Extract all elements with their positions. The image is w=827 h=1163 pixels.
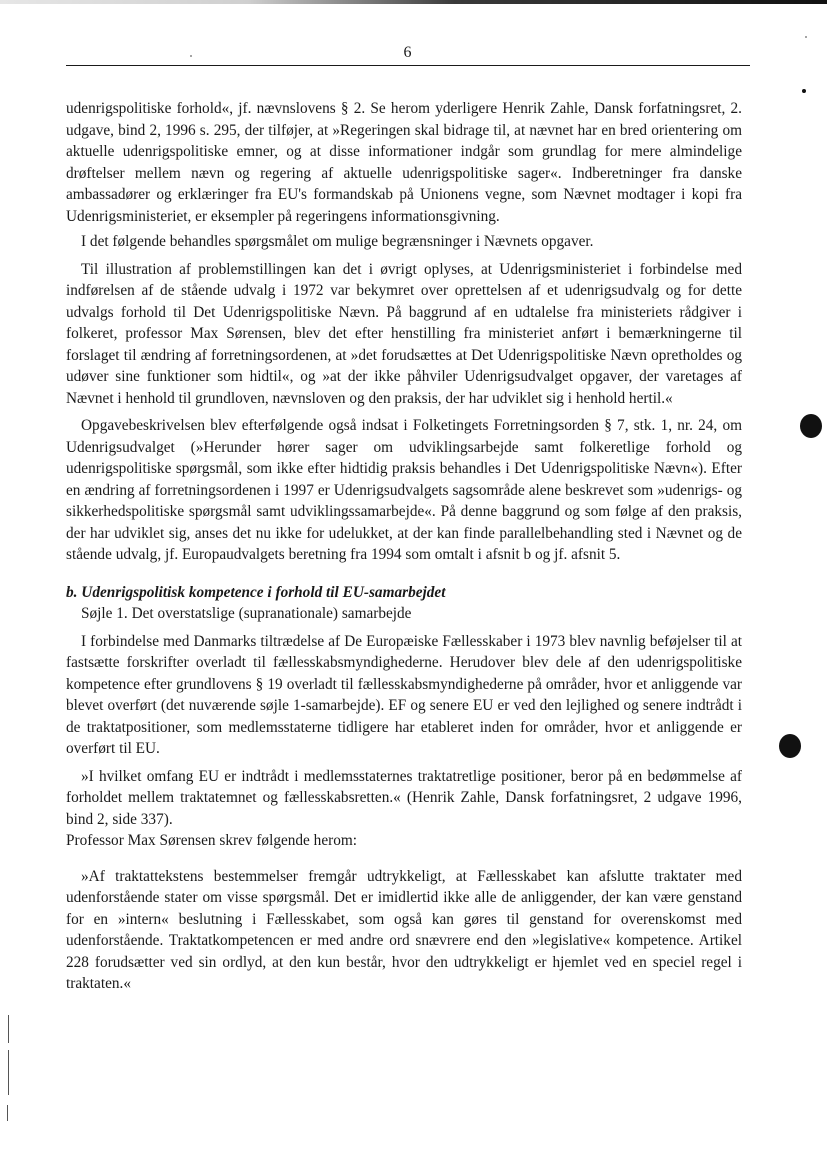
paragraph-zahle-quote: »I hvilket omfang EU er indtrådt i medlemsstaternes traktatretlige positioner, beror på en bedømmelse af forholdet mellem traktatemnet og fællesskabsretten.« (Henrik Zahle, Dansk forfatningsret, 2 udgave 1996, bind 2, side 337). (66, 767, 742, 828)
margin-mark (7, 1105, 8, 1121)
paragraph-intro-limitations: I det følgende behandles spørgsmålet om mulige begrænsninger i Nævnets opgaver. (81, 233, 594, 250)
page-number: 6 (403, 44, 412, 61)
paragraph-accession: I forbindelse med Danmarks tiltrædelse af De Europæiske Fællesskaber i 1973 blev navnlig beføjelser til at fastsætte forskrifter overladt til fællesskabsmyndighederne. Herudover blev dele af den udenrigspolitiske kompetence efter grundlovens § 19 overladt til fællesskabsmyndighederne på områder, hvor et anliggende var blevet overført (det nuværende søjle 1-samarbejde). EF og senere EU er ved den lejlighed og senere indtrådt i de traktatpositioner, som medlemsstaterne tidligere har etableret inden for områder, hvor et anliggende er overført til EU. (66, 632, 742, 757)
paragraph-sorensen-quote: »Af traktattekstens bestemmelser fremgår udtrykkeligt, at Fællesskabet kan afslutte traktater med udenforstående stater om visse spørgsmål. Det er imidlertid ikke alle de anliggender, der kan være genstand for en »intern« beslutning i Fællesskabet, som også kan gøres til genstand for overenskomst med udenforstående. Traktatkompetencen er med andre ord snævrere end den »legislative« kompetence. Artikel 228 forudsætter ved sin ordlyd, at den kun består, hvor den udtrykkeligt er hjemlet ved en speciel regel i traktaten.« (66, 867, 742, 992)
binder-hole (779, 734, 801, 758)
margin-mark (8, 1015, 9, 1043)
page-body (66, 98, 742, 995)
paragraph-sorensen-lead: Professor Max Sørensen skrev følgende herom: (66, 832, 357, 849)
scan-dot (802, 89, 806, 93)
header-rule (66, 65, 750, 66)
scan-edge (0, 0, 827, 4)
subheading-pillar-1: Søjle 1. Det overstatslige (supranationale) samarbejde (81, 605, 412, 622)
paragraph-continuation: udenrigspolitiske forhold«, jf. nævnslovens § 2. Se herom yderligere Henrik Zahle, Dansk forfatningsret, 2. udgave, bind 2, 1996 s. 295, der tilføjer, at »Regeringen skal bidrage til, at nævnet har en bred orientering om aktuelle udenrigspolitiske emner, og at disse informationer indgår som grundlag for mere almindelige drøftelser mellem nævn og regering af aktuelle udenrigspolitiske sager«. Indberetninger fra danske ambassadører og erklæringer fra EU's formandskab på Unionens vegne, som Nævnet modtager i kopi fra Udenrigsministeriet, er eksempler på regeringens informationsgivning. (66, 100, 742, 225)
paragraph-task-description: Opgavebeskrivelsen blev efterfølgende også indsat i Folketingets Forretningsorden § 7, stk. 1, nr. 24, om Udenrigsudvalget (»Herunder hører sager om udviklingsarbejde samt folkeretlige forhold og udenrigspolitiske spørgsmål, som ikke efter hidtidig praksis behandles i Det Udenrigspolitiske Nævn«). Efter en ændring af forretningsordenen i 1997 er Udenrigsudvalgets sagsområde alene beskrevet som »udenrigs- og sikkerhedspolitiske spørgsmål samt udviklingssamarbejde«. På denne baggrund og som følge af den praksis, der har udviklet sig, anses det nu ikke for udelukket, at der kan finde parallelbehandling sted i Nævnet og de stående udvalg, jf. Europaudvalgets beretning fra 1994 som omtalt i afsnit b og jf. afsnit 5. (66, 417, 742, 563)
margin-mark (8, 1050, 9, 1095)
binder-hole (800, 414, 822, 438)
scan-speck (805, 36, 807, 38)
section-heading-b: b. Udenrigspolitisk kompetence i forhold til EU-samarbejdet (66, 583, 446, 601)
paragraph-illustration: Til illustration af problemstillingen kan det i øvrigt oplyses, at Udenrigsministeriet i forbindelse med indførelsen af de stående udvalg i 1972 var bekymret over oprettelsen af et udenrigsudvalg og for dette udvalgs forhold til Det Udenrigspolitiske Nævn. På baggrund af en udtalelse fra ministeriets rådgiver i folkeret, professor Max Sørensen, blev det efter henstilling fra ministeriet anført i bemærkningerne til forslaget til ændring af forretningsordenen, at »det forudsættes at Det Udenrigspolitiske Nævn opretholdes og udøver sine funktioner som hidtil«, og »at der ikke påhviler Udenrigsudvalget opgaver, der varetages af Nævnet i henhold til grundloven, nævnsloven og den praksis, der har udviklet sig i henhold hertil.« (66, 260, 742, 407)
